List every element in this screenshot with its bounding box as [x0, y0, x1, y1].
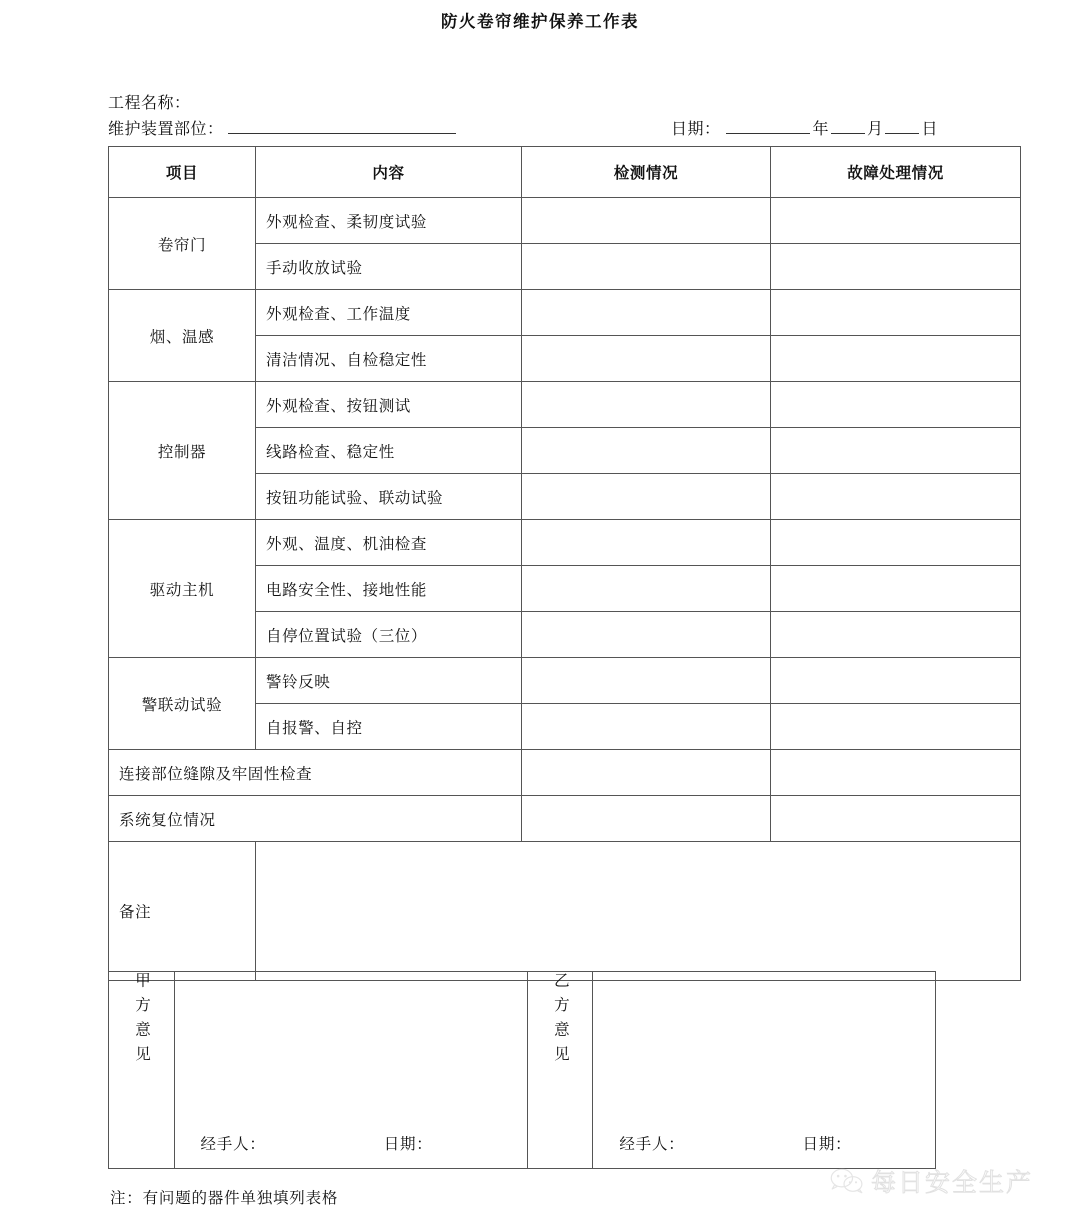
- table-row: [109, 750, 1021, 796]
- fault-handling-cell[interactable]: [771, 244, 1021, 290]
- table-row: [109, 796, 1021, 842]
- item-group-label: 控制器: [109, 382, 256, 520]
- fault-handling-cell[interactable]: [771, 520, 1021, 566]
- content-cell: 连接部位缝隙及牢固性检查: [109, 750, 522, 796]
- date-day-unit: 日: [921, 119, 938, 139]
- fault-handling-cell[interactable]: [771, 198, 1021, 244]
- date-day-input[interactable]: [885, 132, 919, 134]
- maintenance-location-label: 维护装置部位：: [108, 119, 224, 139]
- signature-row: [109, 972, 936, 1169]
- check-result-cell[interactable]: [522, 520, 771, 566]
- item-group-label: 驱动主机: [109, 520, 256, 658]
- fault-handling-cell[interactable]: [771, 474, 1021, 520]
- content-cell: 外观检查、柔韧度试验: [256, 198, 522, 244]
- wechat-icon: [830, 1167, 864, 1195]
- content-cell: 线路检查、稳定性: [256, 428, 522, 474]
- signature-table: [108, 971, 936, 1169]
- party-b-date-label: 日期：: [802, 1135, 852, 1153]
- party-a-opinion-cell[interactable]: [174, 972, 527, 1169]
- item-group-label: 卷帘门: [109, 198, 256, 290]
- content-cell: 警铃反映: [256, 658, 522, 704]
- check-result-cell[interactable]: [522, 382, 771, 428]
- page-title: 防火卷帘维护保养工作表: [441, 12, 639, 31]
- party-a-handler-label: 经手人：: [200, 1135, 266, 1153]
- check-result-cell[interactable]: [522, 198, 771, 244]
- content-cell: 外观检查、工作温度: [256, 290, 522, 336]
- fault-handling-cell[interactable]: [771, 336, 1021, 382]
- party-b-opinion-cell[interactable]: [593, 972, 936, 1169]
- check-result-cell[interactable]: [522, 566, 771, 612]
- content-cell: 手动收放试验: [256, 244, 522, 290]
- item-group-label: 烟、温感: [109, 290, 256, 382]
- check-result-cell[interactable]: [522, 290, 771, 336]
- fault-handling-cell[interactable]: [771, 796, 1021, 842]
- content-cell: 按钮功能试验、联动试验: [256, 474, 522, 520]
- content-cell: 自报警、自控: [256, 704, 522, 750]
- footer-note: 注：有问题的器件单独填列表格: [110, 1189, 339, 1207]
- remark-value[interactable]: [256, 842, 1021, 981]
- fault-handling-cell[interactable]: [771, 428, 1021, 474]
- check-result-cell[interactable]: [522, 336, 771, 382]
- watermark-text: 每日安全生产: [871, 1168, 1034, 1197]
- fault-handling-cell[interactable]: [771, 704, 1021, 750]
- party-b-label-cell: [527, 972, 593, 1169]
- date-label: 日期：: [670, 119, 721, 139]
- column-header-content: 内容: [256, 147, 522, 198]
- check-result-cell[interactable]: [522, 796, 771, 842]
- content-cell: 自停位置试验（三位）: [256, 612, 522, 658]
- content-cell: 外观、温度、机油检查: [256, 520, 522, 566]
- check-result-cell[interactable]: [522, 612, 771, 658]
- content-cell: 清洁情况、自检稳定性: [256, 336, 522, 382]
- fault-handling-cell[interactable]: [771, 658, 1021, 704]
- fault-handling-cell[interactable]: [771, 612, 1021, 658]
- item-group-label: 警联动试验: [109, 658, 256, 750]
- column-header-fault: 故障处理情况: [771, 147, 1021, 198]
- column-header-check: 检测情况: [522, 147, 771, 198]
- remark-label: 备注: [109, 842, 256, 981]
- location-and-date-row: [108, 112, 938, 138]
- project-name-row: [108, 86, 938, 112]
- watermark: [830, 1163, 1033, 1199]
- fault-handling-cell[interactable]: [771, 750, 1021, 796]
- party-b-footline: [619, 1132, 851, 1154]
- table-row: [109, 290, 1021, 336]
- table-row: [109, 382, 1021, 428]
- party-b-label: 乙方意见: [551, 972, 570, 1070]
- date-month-unit: 月: [866, 119, 884, 139]
- check-result-cell[interactable]: [522, 658, 771, 704]
- date-year-input[interactable]: [726, 132, 810, 134]
- inspection-table: [108, 146, 1021, 981]
- check-result-cell[interactable]: [522, 474, 771, 520]
- content-cell: 系统复位情况: [109, 796, 522, 842]
- party-a-handler-input[interactable]: [266, 1132, 384, 1154]
- content-cell: 外观检查、按钮测试: [256, 382, 522, 428]
- check-result-cell[interactable]: [522, 428, 771, 474]
- check-result-cell[interactable]: [522, 244, 771, 290]
- check-result-cell[interactable]: [522, 750, 771, 796]
- party-a-date-label: 日期：: [383, 1135, 433, 1153]
- party-a-label-cell: [109, 972, 175, 1169]
- date-month-input[interactable]: [831, 132, 865, 134]
- header-fields: [108, 86, 938, 138]
- party-b-handler-input[interactable]: [685, 1132, 803, 1154]
- content-cell: 电路安全性、接地性能: [256, 566, 522, 612]
- check-result-cell[interactable]: [522, 704, 771, 750]
- date-field-group: [671, 120, 938, 138]
- party-a-footline: [201, 1132, 433, 1154]
- date-year-unit: 年: [812, 119, 829, 139]
- table-row: [109, 198, 1021, 244]
- project-name-label: 工程名称：: [108, 93, 191, 113]
- maintenance-location-input[interactable]: [228, 132, 456, 134]
- remark-row: [109, 842, 1021, 981]
- column-header-item: 项目: [109, 147, 256, 198]
- fault-handling-cell[interactable]: [771, 382, 1021, 428]
- table-row: [109, 520, 1021, 566]
- party-b-handler-label: 经手人：: [619, 1135, 685, 1153]
- table-row: [109, 658, 1021, 704]
- fault-handling-cell[interactable]: [771, 290, 1021, 336]
- party-a-label: 甲方意见: [133, 972, 151, 1070]
- table-header-row: [109, 147, 1021, 198]
- fault-handling-cell[interactable]: [771, 566, 1021, 612]
